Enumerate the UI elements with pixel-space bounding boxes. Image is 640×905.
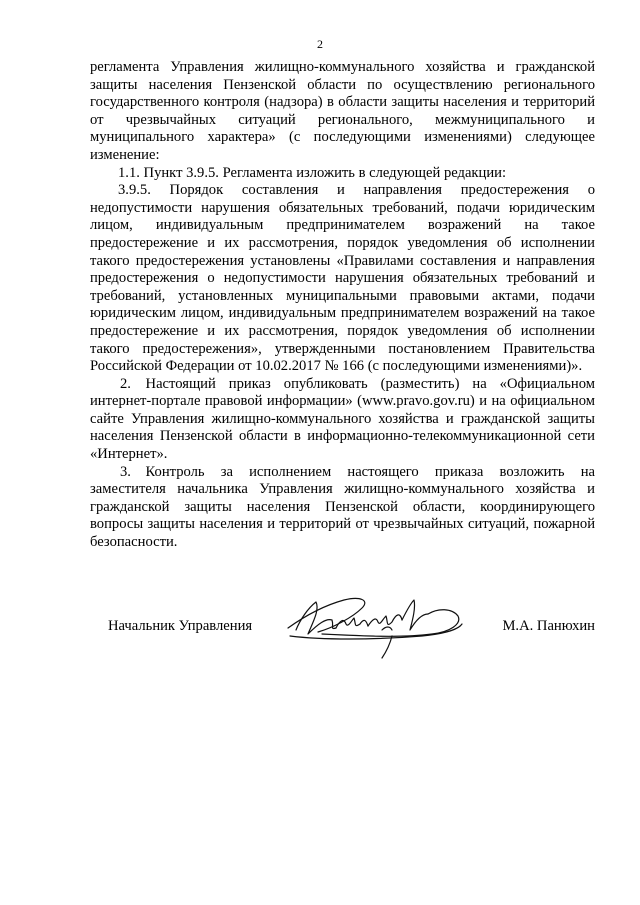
paragraph-3: 3. Контроль за исполнением настоящего приказа возложить на заместителя начальника Управления жилищно-коммунального хозяйства и гражданской защиты населения Пензенской области, координирующего вопросы защиты населения и территорий от чрезвычайных ситуаций, пожарной безопасности.: [90, 463, 595, 551]
signatory-name: М.А. Панюхин: [502, 618, 595, 634]
signatory-position: Начальник Управления: [108, 618, 253, 634]
handwritten-signature-icon: [282, 590, 466, 660]
paragraph-3-9-5: 3.9.5. Порядок составления и направления предостережения о недопустимости нарушения обязательных требований, подачи юридическим лицом, индивидуальным предпринимателем возражений на такое предостережение и их рассмотрения, порядок уведомления об исполнении такого предостережения установлены «Правилами составления и направления предостережения о недопустимости нарушения обязательных требований и требований, установленных муниципальными правовыми актами, подачи юридическим лицом, индивидуальным предпринимателем возражений на такое предостережение и их рассмотрения, порядок уведомления об исполнении такого предостережения», утвержденными постановлением Правительства Российской Федерации от 10.02.2017 № 166 (с последующими изменениями)».: [90, 182, 595, 375]
page-number: 2: [317, 37, 323, 51]
intro-paragraph: регламента Управления жилищно-коммунального хозяйства и гражданской защиты населения Пензенской области по осуществлению регионального государственного контроля (надзора) в области защиты населения и территорий от чрезвычайных ситуаций регионального, межмуниципального и муниципального характера» (с последующими изменениями) следующее изменение:: [90, 59, 595, 163]
paragraph-1-1: 1.1. Пункт 3.9.5. Регламента изложить в следующей редакции:: [118, 164, 507, 181]
paragraph-2: 2. Настоящий приказ опубликовать (разместить) на «Официальном интернет-портале правовой информации» (www.pravo.gov.ru) и на официальном сайте Управления жилищно-коммунального хозяйства и гражданской защиты населения Пензенской области в информационно-телекоммуникационной сети «Интернет».: [90, 375, 595, 463]
document-body: [90, 59, 595, 552]
